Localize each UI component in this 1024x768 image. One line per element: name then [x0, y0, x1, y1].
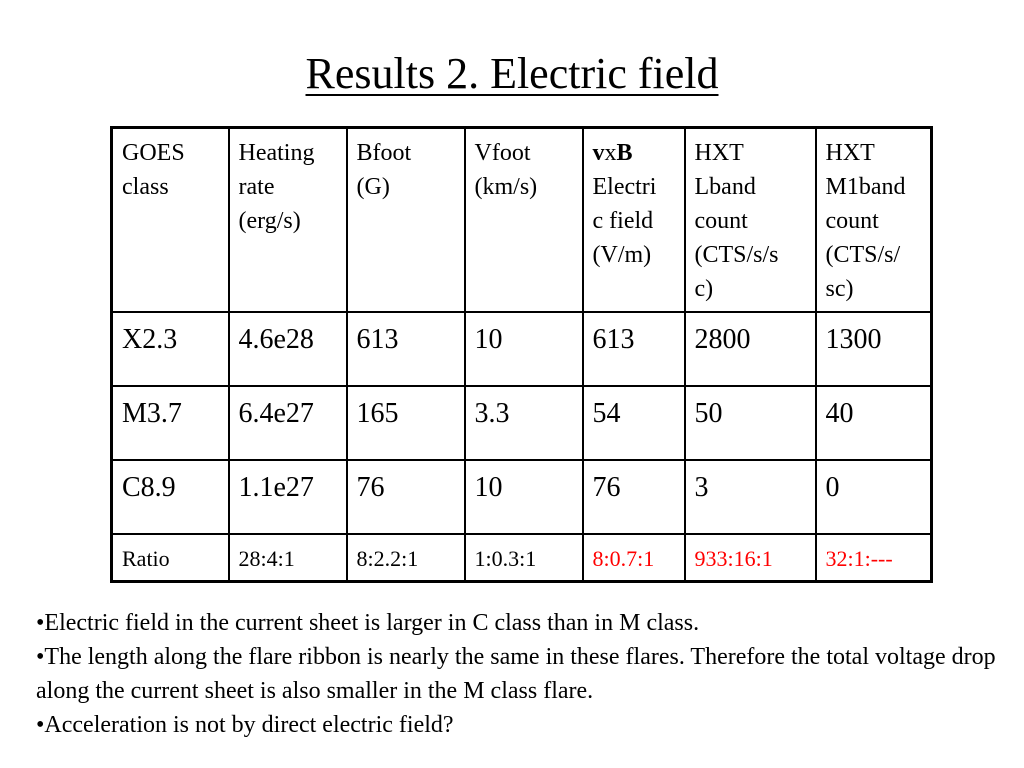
table-cell: 6.4e27 [229, 386, 347, 460]
bullet-item: •Electric field in the current sheet is larger in C class than in M class. [36, 610, 700, 636]
ratio-cell-highlight: 8:0.7:1 [583, 534, 685, 582]
table-row [112, 386, 932, 460]
ratio-row [112, 534, 932, 582]
table-cell: 3 [685, 460, 816, 534]
table-cell: 3.3 [465, 386, 583, 460]
table-cell: 76 [347, 460, 465, 534]
ratio-cell: 8:2.2:1 [347, 534, 465, 582]
table-cell: C8.9 [112, 460, 229, 534]
header-hxt-lband: HXT Lband count (CTS/s/s c) [685, 128, 816, 312]
table-cell: 10 [465, 460, 583, 534]
ratio-cell-highlight: 933:16:1 [685, 534, 816, 582]
results-table [110, 126, 933, 583]
bullet-item: •The length along the flare ribbon is nearly the same in these flares. Therefore the total voltage drop along the current sheet is also smaller in the M class flare. [36, 644, 996, 704]
table-cell: 613 [583, 312, 685, 386]
table-header-row [112, 128, 932, 312]
table-row [112, 312, 932, 386]
table-cell: 76 [583, 460, 685, 534]
table-cell: 165 [347, 386, 465, 460]
table-cell: 50 [685, 386, 816, 460]
bullet-list [36, 606, 996, 742]
ratio-label: Ratio [112, 534, 229, 582]
header-heating-rate: Heating rate (erg/s) [229, 128, 347, 312]
table-cell: 2800 [685, 312, 816, 386]
table-cell: 613 [347, 312, 465, 386]
table-cell: 10 [465, 312, 583, 386]
header-vxb-electric-field: vxB Electri c field (V/m) [583, 128, 685, 312]
header-bfoot: Bfoot (G) [347, 128, 465, 312]
table-cell: 4.6e28 [229, 312, 347, 386]
table-cell: 1300 [816, 312, 932, 386]
table-row [112, 460, 932, 534]
ratio-cell-highlight: 32:1:--- [816, 534, 932, 582]
header-hxt-m1band: HXT M1band count (CTS/s/ sc) [816, 128, 932, 312]
table-cell: 54 [583, 386, 685, 460]
header-goes-class: GOES class [112, 128, 229, 312]
table-cell: X2.3 [112, 312, 229, 386]
table-cell: 1.1e27 [229, 460, 347, 534]
slide-title: Results 2. Electric field [305, 49, 719, 98]
header-vfoot: Vfoot (km/s) [465, 128, 583, 312]
ratio-cell: 28:4:1 [229, 534, 347, 582]
table-cell: 40 [816, 386, 932, 460]
table-cell: 0 [816, 460, 932, 534]
ratio-cell: 1:0.3:1 [465, 534, 583, 582]
bullet-item: •Acceleration is not by direct electric field? [36, 712, 454, 738]
table-cell: M3.7 [112, 386, 229, 460]
